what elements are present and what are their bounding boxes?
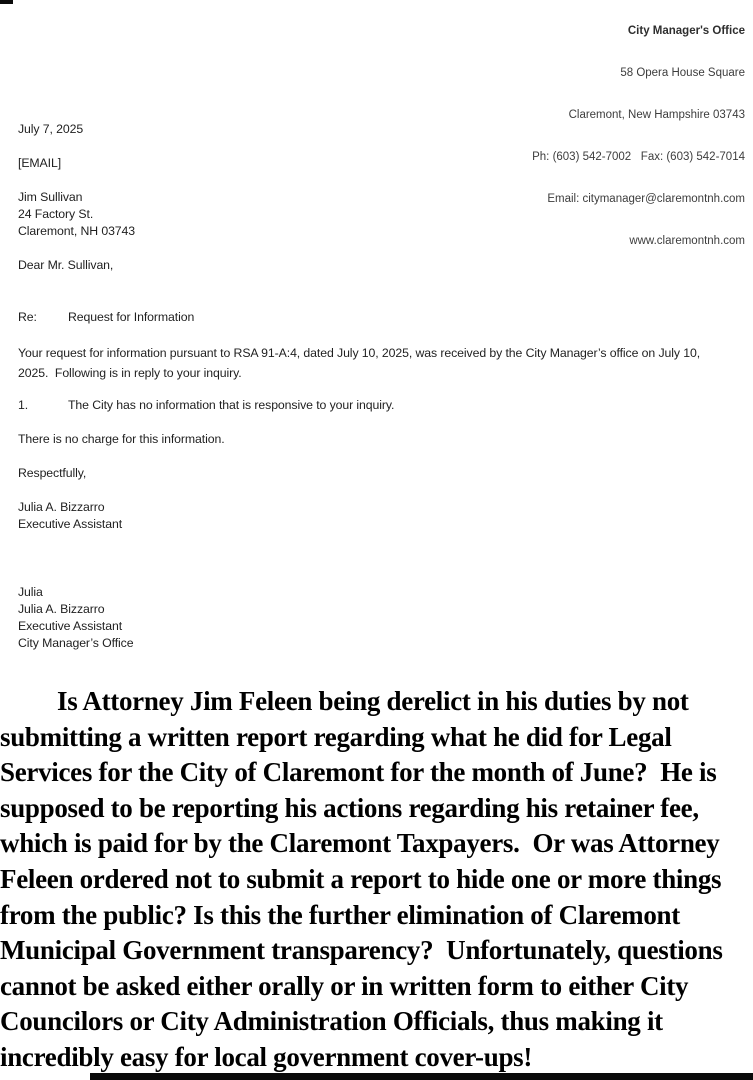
numbered-item [18, 397, 748, 414]
letterhead-website: www.claremontnh.com [629, 235, 745, 247]
email-signature-block [18, 584, 748, 652]
no-charge-line: There is no charge for this information. [18, 432, 225, 446]
signer-name: Julia A. Bizzarro [18, 500, 105, 514]
commentary-line: Is Attorney Jim Feleen being derelict in his duties by not [57, 686, 689, 716]
letterhead-phone-fax: Ph: (603) 542-7002 Fax: (603) 542-7014 [532, 151, 745, 163]
signature-full-name: Julia A. Bizzarro [18, 602, 105, 616]
recipient-city: Claremont, NH 03743 [18, 224, 136, 238]
letterhead-street: 58 Opera House Square [620, 67, 745, 79]
letter-date: July 7, 2025 [18, 122, 84, 136]
re-line [18, 309, 748, 326]
closing: Respectfully, [18, 466, 87, 480]
letterhead-city: Claremont, New Hampshire 03743 [568, 109, 745, 121]
commentary-line: Councilors or City Administration Officials, thus making it [0, 1006, 663, 1037]
commentary-line: Feleen ordered not to submit a report to hide one or more things [0, 863, 722, 894]
signature-spacer [18, 550, 748, 584]
signature-informal-name: Julia [18, 585, 43, 599]
recipient-street: 24 Factory St. [18, 207, 94, 221]
commentary-line: submitting a written report regarding what he did for Legal [0, 721, 672, 752]
commentary-line: which is paid for by the Claremont Taxpayers. Or was Attorney [0, 828, 720, 859]
scan-artifact-top-left [0, 0, 13, 4]
letter-body [18, 121, 748, 669]
commentary-line: from the public? Is this the further elimination of Claremont [0, 899, 680, 930]
signer-block [18, 499, 748, 533]
signer-title: Executive Assistant [18, 517, 123, 531]
commentary-line: supposed to be reporting his actions regarding his retainer fee, [0, 792, 699, 823]
body-paragraph [18, 343, 748, 383]
commentary-text [0, 684, 753, 1076]
body-paragraph-line: Your request for information pursuant to RSA 91-A:4, dated July 10, 2025, was received by the City Manager’s office on July 10, [18, 346, 701, 360]
item-text: The City has no information that is responsive to your inquiry. [68, 398, 395, 412]
item-number: 1. [18, 398, 29, 412]
commentary-line: cannot be asked either orally or in written form to either City [0, 970, 689, 1001]
signature-office: City Manager’s Office [18, 636, 134, 650]
commentary-line: Municipal Government transparency? Unfortunately, questions [0, 935, 723, 966]
letterhead-email: Email: citymanager@claremontnh.com [547, 193, 745, 205]
commentary-line: Services for the City of Claremont for the month of June? He is [0, 757, 717, 788]
recipient-name: Jim Sullivan [18, 190, 83, 204]
body-paragraph-line: 2025. Following is in reply to your inquiry. [18, 366, 242, 380]
letterhead-office-name: City Manager's Office [627, 25, 745, 37]
recipient-address [18, 189, 748, 240]
signature-title: Executive Assistant [18, 619, 123, 633]
commentary-line: incredibly easy for local government cover-ups! [0, 1041, 533, 1072]
re-label: Re: [18, 310, 37, 324]
salutation: Dear Mr. Sullivan, [18, 258, 114, 272]
scan-artifact-bottom-bar [90, 1073, 753, 1080]
email-redaction-placeholder: [EMAIL] [18, 156, 62, 170]
re-subject: Request for Information [68, 310, 195, 324]
